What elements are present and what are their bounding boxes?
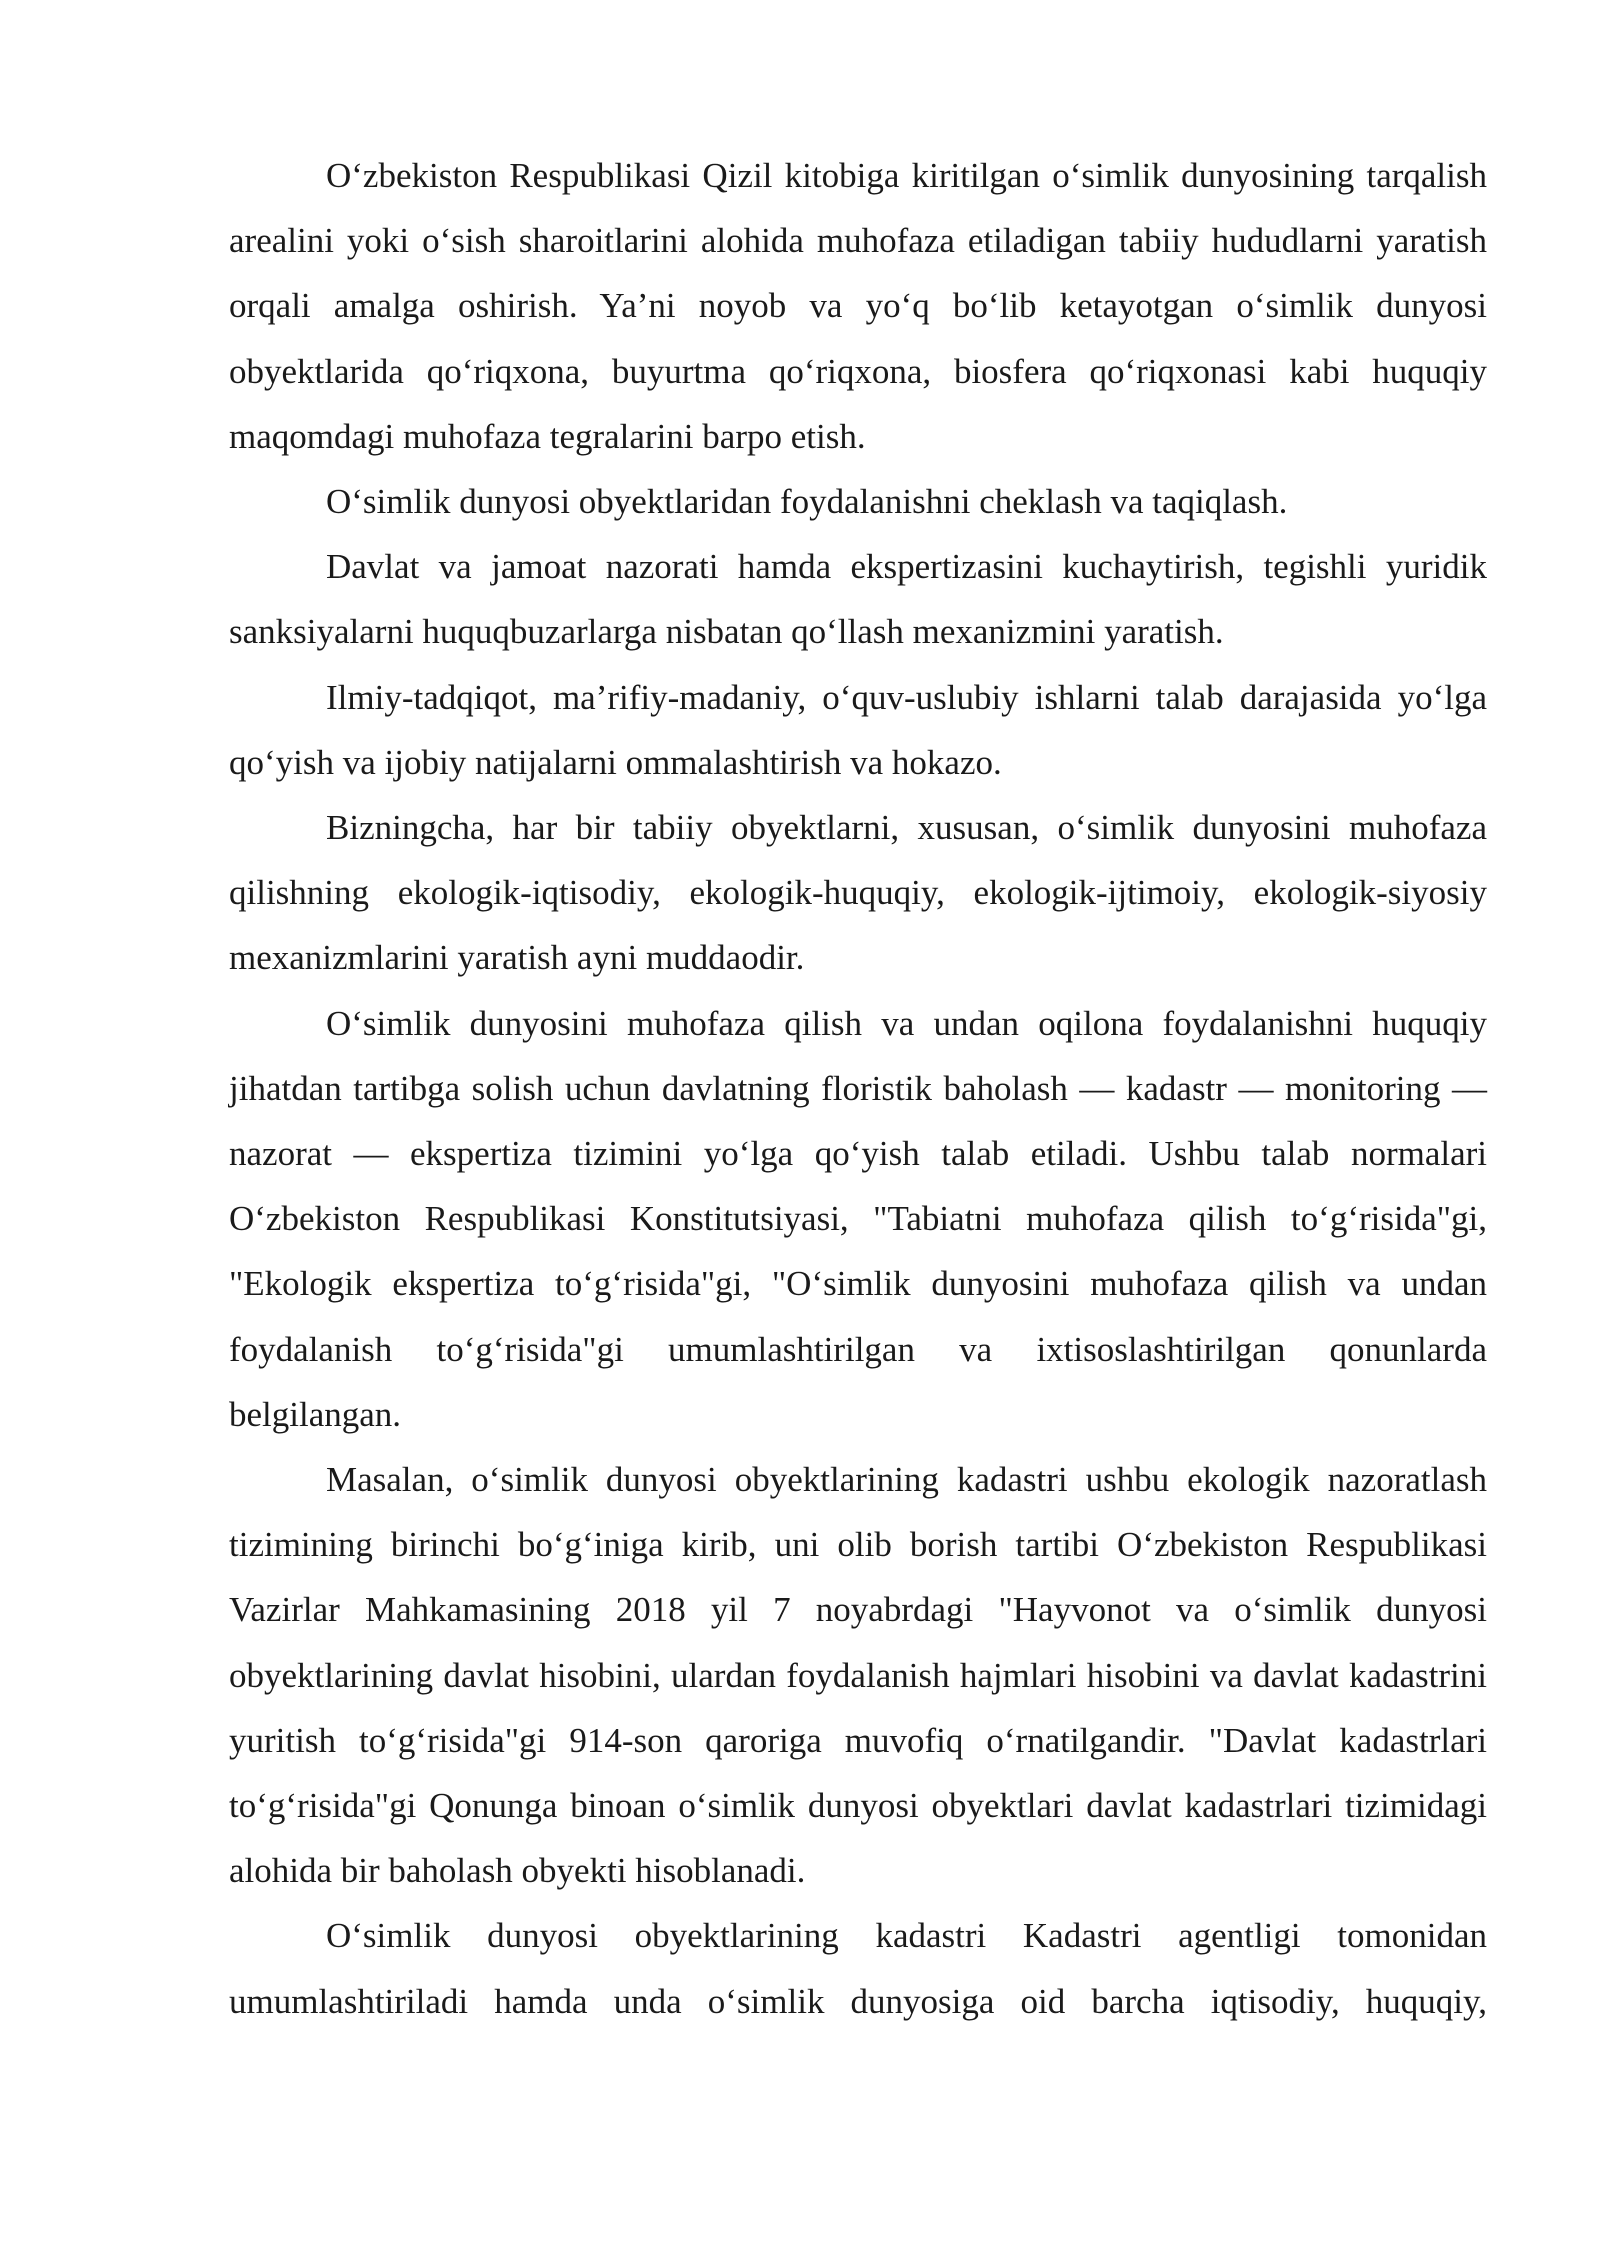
paragraph-3: Davlat va jamoat nazorati hamda ekspertizasini kuchaytirish, tegishli yuridik sanksiyalarni huquqbuzarlarga nisbatan qo‘llash mexanizmini yaratish. (229, 547, 1487, 652)
paragraph-5: Bizningcha, har bir tabiiy obyektlarni, xususan, o‘simlik dunyosini muhofaza qilishning ekologik-iqtisodiy, ekologik-huquqiy, ekologik-ijtimoiy, ekologik-siyosiy mexanizmlarini yaratish ayni muddaodir. (229, 808, 1487, 978)
paragraph-7: Masalan, o‘simlik dunyosi obyektlarining kadastri ushbu ekologik nazoratlash tizimining birinchi bo‘g‘iniga kirib, uni olib borish tartibi O‘zbekiston Respublikasi Vazirlar Mahkamasining 2018 yil 7 noyabrdagi "Hayvonot va o‘simlik dunyosi obyektlarining davlat hisobini, ulardan foydalanish hajmlari hisobini va davlat kadastrini yuritish to‘g‘risida"gi 914-son qaroriga muvofiq o‘rnatilgandir. "Davlat kadastrlari to‘g‘risida"gi Qonunga binoan o‘simlik dunyosi obyektlari davlat kadastrlari tizimidagi alohida bir baholash obyekti hisoblanadi. (229, 1460, 1487, 1891)
paragraph-2: O‘simlik dunyosi obyektlaridan foydalanishni cheklash va taqiqlash. (326, 482, 1288, 522)
paragraph-8: O‘simlik dunyosi obyektlarining kadastri Kadastri agentligi tomonidan umumlashtiriladi hamda unda o‘simlik dunyosiga oid barcha iqtisodiy, huquqiy, (229, 1916, 1487, 2021)
paragraph-4: Ilmiy-tadqiqot, ma’rifiy-madaniy, o‘quv-uslubiy ishlarni talab darajasida yo‘lga qo‘yish va ijobiy natijalarni ommalashtirish va hokazo. (229, 677, 1487, 782)
paragraph-1: O‘zbekiston Respublikasi Qizil kitobiga kiritilgan o‘simlik dunyosining tarqalish arealini yoki o‘sish sharoitlarini alohida muhofaza etiladigan tabiiy hududlarni yaratish orqali amalga oshirish. Ya’ni noyob va yo‘q bo‘lib ketayotgan o‘simlik dunyosi obyektlarida qo‘riqxona, buyurtma qo‘riqxona, biosfera qo‘riqxonasi kabi huquqiy maqomdagi muhofaza tegralarini barpo etish. (229, 156, 1487, 456)
paragraph-6: O‘simlik dunyosini muhofaza qilish va undan oqilona foydalanishni huquqiy jihatdan tartibga solish uchun davlatning floristik baholash — kadastr — monitoring — nazorat — ekspertiza tizimini yo‘lga qo‘yish talab etiladi. Ushbu talab normalari O‘zbekiston Respublikasi Konstitutsiyasi, "Tabiatni muhofaza qilish to‘g‘risida"gi, "Ekologik ekspertiza to‘g‘risida"gi, "O‘simlik dunyosini muhofaza qilish va undan foydalanish to‘g‘risida"gi umumlashtirilgan va ixtisoslashtirilgan qonunlarda belgilangan. (229, 1003, 1487, 1434)
document-page (229, 143, 1487, 2034)
